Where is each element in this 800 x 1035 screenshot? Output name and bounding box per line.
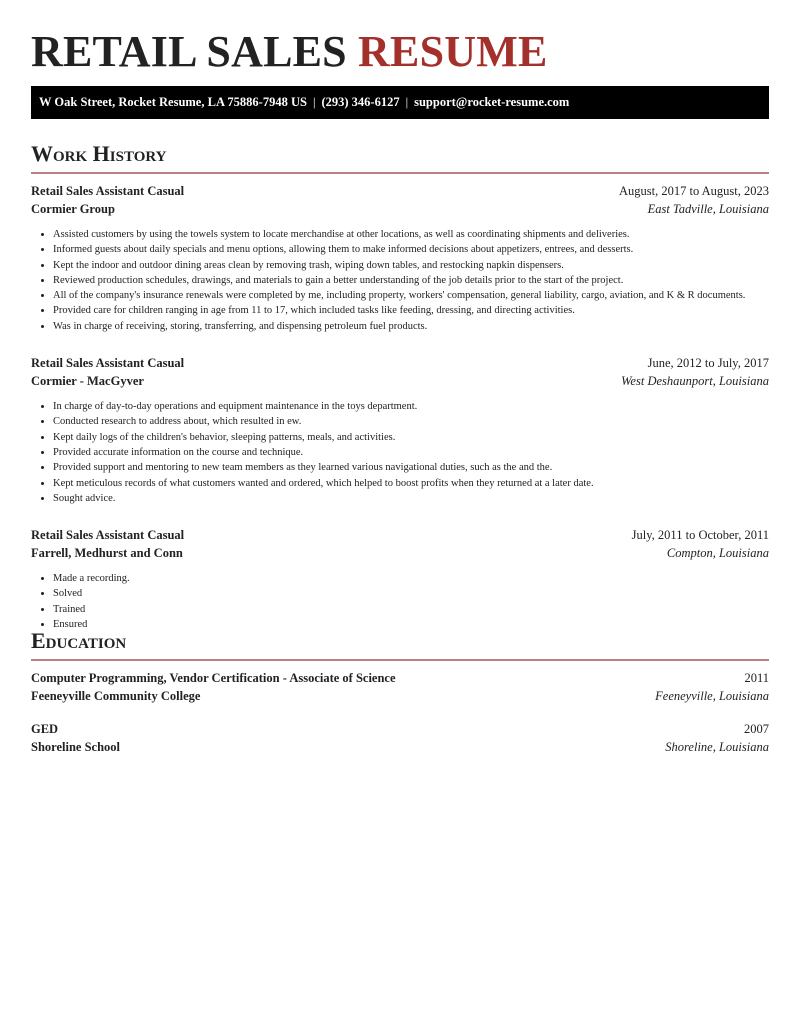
job-title: Retail Sales Assistant Casual <box>31 356 185 371</box>
bullet-item: • Conducted research to address about, which resulted in ew. <box>53 414 769 429</box>
bullet-item: • Trained <box>53 602 769 617</box>
bullet-item: • Kept meticulous records of what customers wanted and ordered, which helped to boost profits when they returned at a later date. <box>53 476 769 491</box>
education-year: 2007 <box>744 722 769 736</box>
school-location: Shoreline, Louisiana <box>665 740 769 754</box>
company: Cormier - MacGyver <box>31 374 144 389</box>
section-heading: Work History <box>31 141 167 166</box>
job-title: Retail Sales Assistant Casual <box>31 184 185 198</box>
job-location: East Tadville, Louisiana <box>647 202 769 216</box>
address: W Oak Street, Rocket Resume, LA 75886-7948 US <box>39 95 307 109</box>
title-main: RETAIL SALES <box>31 27 347 76</box>
education-entry <box>31 720 769 756</box>
job-bullets <box>31 571 769 632</box>
school: Shoreline School <box>31 740 121 754</box>
phone: (293) 346-6127 <box>321 95 400 109</box>
job-location: Compton, Louisiana <box>666 546 769 561</box>
degree: Computer Programming, Vendor Certification - Associate of Science <box>31 671 396 685</box>
section-divider <box>31 659 769 661</box>
education-section <box>31 626 769 756</box>
contact-bar <box>31 86 769 119</box>
bullet-item: • All of the company's insurance renewals were completed by me, including property, workers' compensation, general liability, cargo, aviation, and K & R documents. <box>53 288 769 303</box>
bullet-item: • Reviewed production schedules, drawings, and materials to gain a better understanding of the job details prior to the start of the project. <box>53 273 769 288</box>
section-divider <box>31 172 769 174</box>
job-dates: August, 2017 to August, 2023 <box>618 184 769 198</box>
job-title: Retail Sales Assistant Casual <box>31 528 185 543</box>
bullet-item: • Sought advice. <box>53 491 769 506</box>
school-location: Feeneyville, Louisiana <box>655 689 769 703</box>
bullet-item: • In charge of day-to-day operations and equipment maintenance in the toys department. <box>53 399 769 414</box>
bullet-item: • Informed guests about daily specials and menu options, allowing them to make informed decisions about appetizers, entrees, and desserts. <box>53 242 769 257</box>
bullet-item: • Made a recording. <box>53 571 769 586</box>
bullet-item: • Kept daily logs of the children's behavior, sleeping patterns, meals, and activities. <box>53 430 769 445</box>
degree: GED <box>31 722 59 736</box>
education-year: 2011 <box>744 671 769 685</box>
job-bullets <box>31 399 769 506</box>
education-entry <box>31 669 769 705</box>
bullet-item: • Provided care for children ranging in age from 11 to 17, which included tasks like feeding, dressing, and directing activities. <box>53 303 769 318</box>
bullet-item: • Ensured <box>53 617 769 632</box>
bullet-item: • Solved <box>53 586 769 601</box>
bullet-item: • Assisted customers by using the towels system to locate merchandise at other locations, as well as coordinating shipments and deliveries. <box>53 227 769 242</box>
email[interactable]: support@rocket-resume.com <box>414 95 570 109</box>
job-location: West Deshaunport, Louisiana <box>621 374 769 389</box>
bullet-item: • Provided accurate information on the course and technique. <box>53 445 769 460</box>
work-history-section <box>31 139 769 632</box>
resume-title <box>31 26 548 77</box>
bullet-item: • Provided support and mentoring to new team members as they learned various navigational duties, such as the and the. <box>53 460 769 475</box>
job-entry <box>31 182 769 334</box>
title-accent: RESUME <box>358 27 548 76</box>
section-heading: Education <box>31 628 127 653</box>
bullet-item: • Was in charge of receiving, storing, transferring, and dispensing petroleum fuel products. <box>53 319 769 334</box>
company: Cormier Group <box>31 202 115 216</box>
job-dates: June, 2012 to July, 2017 <box>647 356 769 371</box>
job-entry <box>31 526 769 632</box>
job-bullets <box>31 227 769 334</box>
company: Farrell, Medhurst and Conn <box>31 546 183 561</box>
bullet-item: • Kept the indoor and outdoor dining areas clean by removing trash, wiping down tables, and restocking napkin dispensers. <box>53 258 769 273</box>
job-dates: July, 2011 to October, 2011 <box>631 528 769 543</box>
school: Feeneyville Community College <box>31 689 201 703</box>
job-entry <box>31 354 769 506</box>
separator: | <box>405 95 409 109</box>
separator: | <box>312 95 316 109</box>
